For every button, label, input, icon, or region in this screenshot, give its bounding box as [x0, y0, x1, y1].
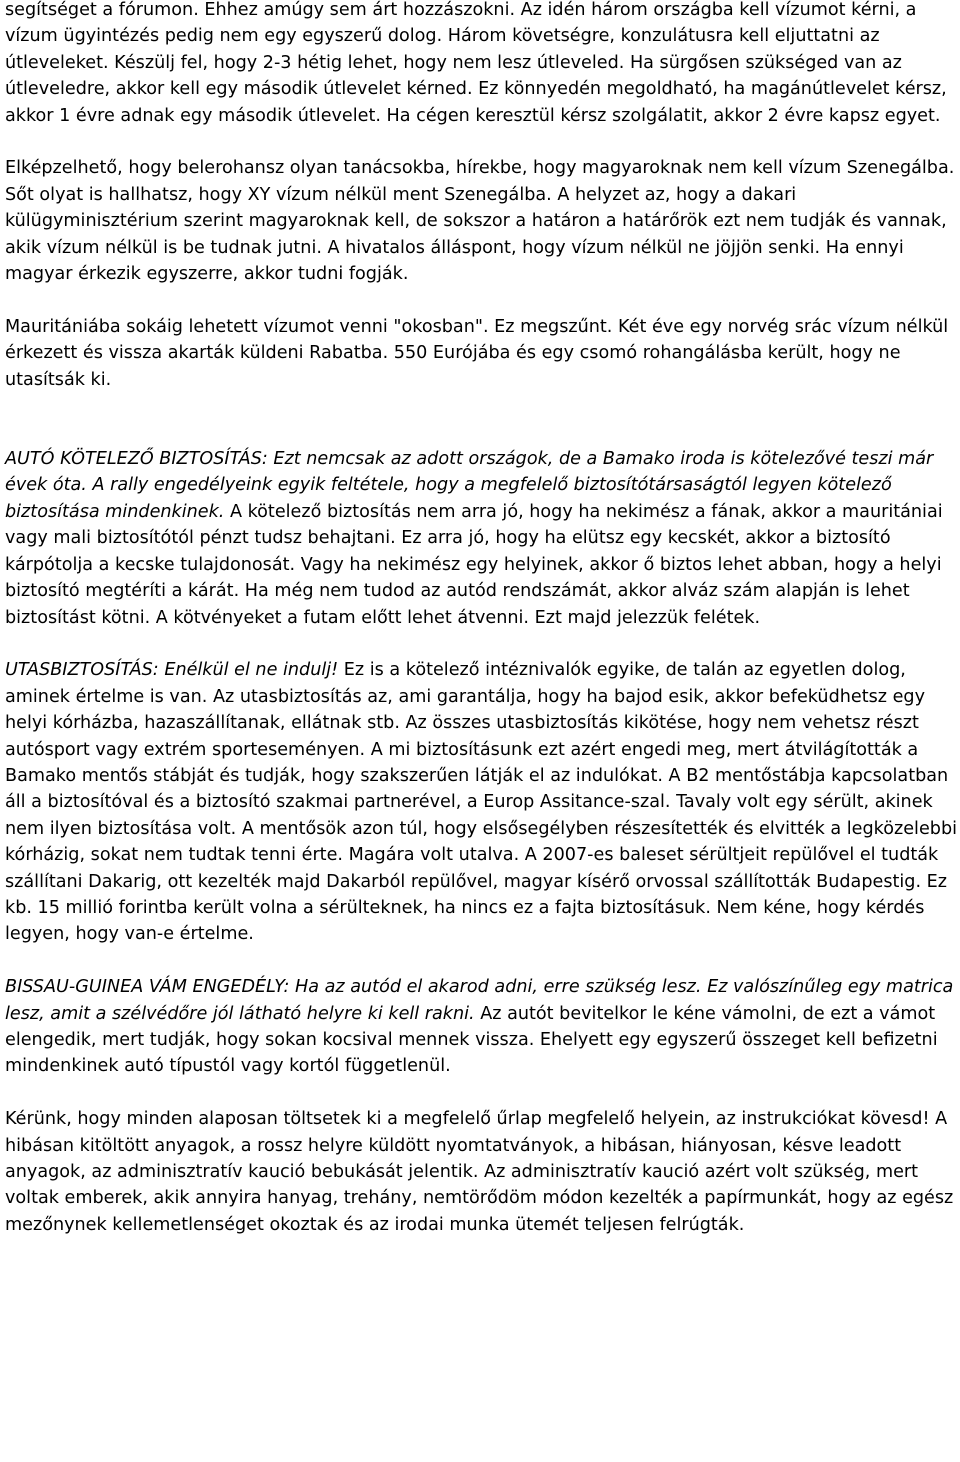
paragraph-forum-advice: [5, 0, 960, 129]
paragraph-text: segítséget a fórumon. Ehhez amúgy sem árt hozzászokni. Az idén három országba kell vízumot kérni, a vízum ügyintézés pedig nem egy egyszerű dolog. Három követségre, konzulátusra kell eljuttatni az útleveleket. Készülj fel, hogy 2-3 hétig lehet, hogy nem lesz útleveled. Ha sürgősen szükséged van az útleveledre, akkor kell egy második útlevelet kérned. Ez könnyedén megoldható, ha magánútlevelet kérsz, akkor 1 évre adnak egy második útlevelet. Ha cégen keresztül kérsz szolgálatit, akkor 2 évre kapsz egyet.: [5, 0, 947, 126]
paragraph-travel-insurance: [5, 657, 960, 947]
paragraph-mauritania-visa: [5, 314, 960, 393]
paragraph-senegal-visa: [5, 155, 960, 287]
paragraph-car-insurance: [5, 446, 960, 631]
section-heading: BISSAU-GUINEA VÁM ENGEDÉLY: Ha az autód el akarod adni, erre szükség lesz. Ez valószínűleg egy matrica lesz, amit a szélvédőre jól látható helyre ki kell rakni.: [5, 977, 954, 1024]
paragraph-text: Ez is a kötelező intéznivalók egyike, de talán az egyetlen dolog, aminek értelme is van. Az utasbiztosítás az, ami garantálja, hogy ha bajod esik, akkor befeküdhetsz egy helyi kórházba, hazaszállítanak, ellátnak stb. Az összes utasbiztosítás kikötése, hogy nem vehetsz részt autósport vagy extrém sporteseményen. A mi biztosításunk ezt azért engedi meg, mert átvilágították a Bamako mentős stábját és tudják, hogy szakszerűen látják el az indulókat. A B2 mentőstábja kapcsolatban áll a biztosítóval és a biztosító szakmai partnerével, a Europ Assitance-szal. Tavaly volt egy sérült, akinek nem ilyen biztosítása volt. A mentősök azon túl, hogy elsősegélyben részesítették és elvitték a legközelebbi kórházig, sokat nem tudtak tenni érte. Magára volt utalva. A 2007-es baleset sérültjeit repülővel el tudták szállítani Dakarig, ott kezelték majd Dakarból repülővel, magyar kísérő orvossal szállították Budapestig. Ez kb. 15 millió forintba került volna a sérülteknek, ha nincs ez a fajta biztosításuk. Nem kéne, hogy kérdés legyen, hogy van-e értelme.: [5, 660, 957, 945]
paragraph-text: Mauritániába sokáig lehetett vízumot venni "okosban". Ez megszűnt. Két éve egy norvég srác vízum nélkül érkezett és vissza akarták küldeni Rabatba. 550 Eurójába és egy csomó rohangálásba került, hogy ne utasítsák ki.: [5, 316, 949, 390]
section-heading: AUTÓ KÖTELEZŐ BIZTOSÍTÁS: Ezt nemcsak az adott országok, de a Bamako iroda is kötelezővé teszi már évek óta. A rally engedélyeink egyik feltétele, hogy a megfelelő biztosítótársaságtól legyen kötelező biztosítása mindenkinek.: [5, 449, 934, 522]
section-heading: UTASBIZTOSÍTÁS: Enélkül el ne indulj!: [5, 660, 339, 681]
paragraph-text: Kérünk, hogy minden alaposan töltsetek ki a megfelelő űrlap megfelelő helyein, az instrukciókat kövesd! A hibásan kitöltött anyagok, a rossz helyre küldött nyomtatványok, a hibásan, hiányosan, késve leadott anyagok, az adminisztratív kaució bebukását jelentik. Az adminisztratív kaució azért volt szükség, mert voltak emberek, akik annyira hanyag, trehány, nemtörődöm módon kezelték a papírmunkát, hogy az egész mezőnynek kellemetlenséget okoztak és az irodai munka ütemét teljesen felrúgták.: [5, 1109, 954, 1235]
paragraph-text: Elképzelhető, hogy belerohansz olyan tanácsokba, hírekbe, hogy magyaroknak nem kell vízum Szenegálba. Sőt olyat is hallhatsz, hogy XY vízum nélkül ment Szenegálba. A helyzet az, hogy a dakari külügyminisztérium szerint magyaroknak kell, de sokszor a határon a határőrök ezt nem tudják és vannak, akik vízum nélkül is be tudnak jutni. A hivatalos álláspont, hogy vízum nélkül ne jöjjön senki. Ha ennyi magyar érkezik egyszerre, akkor tudni fogják.: [5, 158, 955, 285]
paragraph-text: Az autót bevitelkor le kéne vámolni, de ezt a vámot elengedik, mert tudják, hogy sokan kocsival mennek vissza. Ehelyett egy egyszerű összeget kell befizetni mindenkinek autó típustól vagy kortól függetlenül.: [5, 1003, 938, 1077]
document-page: [5, 0, 960, 1238]
paragraph-guinea-bissau-customs: [5, 974, 960, 1080]
paragraph-forms-request: [5, 1106, 960, 1238]
paragraph-text: A kötelező biztosítás nem arra jó, hogy ha nekimész a fának, akkor a mauritániai vagy mali biztosítótól pénzt tudsz behajtani. Ez arra jó, hogy ha elütsz egy kecskét, akkor a biztosító kárpótolja a kecske tulajdonosát. Vagy ha nekimész egy helyinek, akkor ő biztos lehet abban, hogy a helyi biztosító megtéríti a kárát. Ha még nem tudod az autód rendszámát, akkor alváz szám alapján is lehet biztosítást kötni. A kötvényeket a futam előtt lehet átvenni. Ezt majd jelezzük felétek.: [5, 501, 943, 628]
